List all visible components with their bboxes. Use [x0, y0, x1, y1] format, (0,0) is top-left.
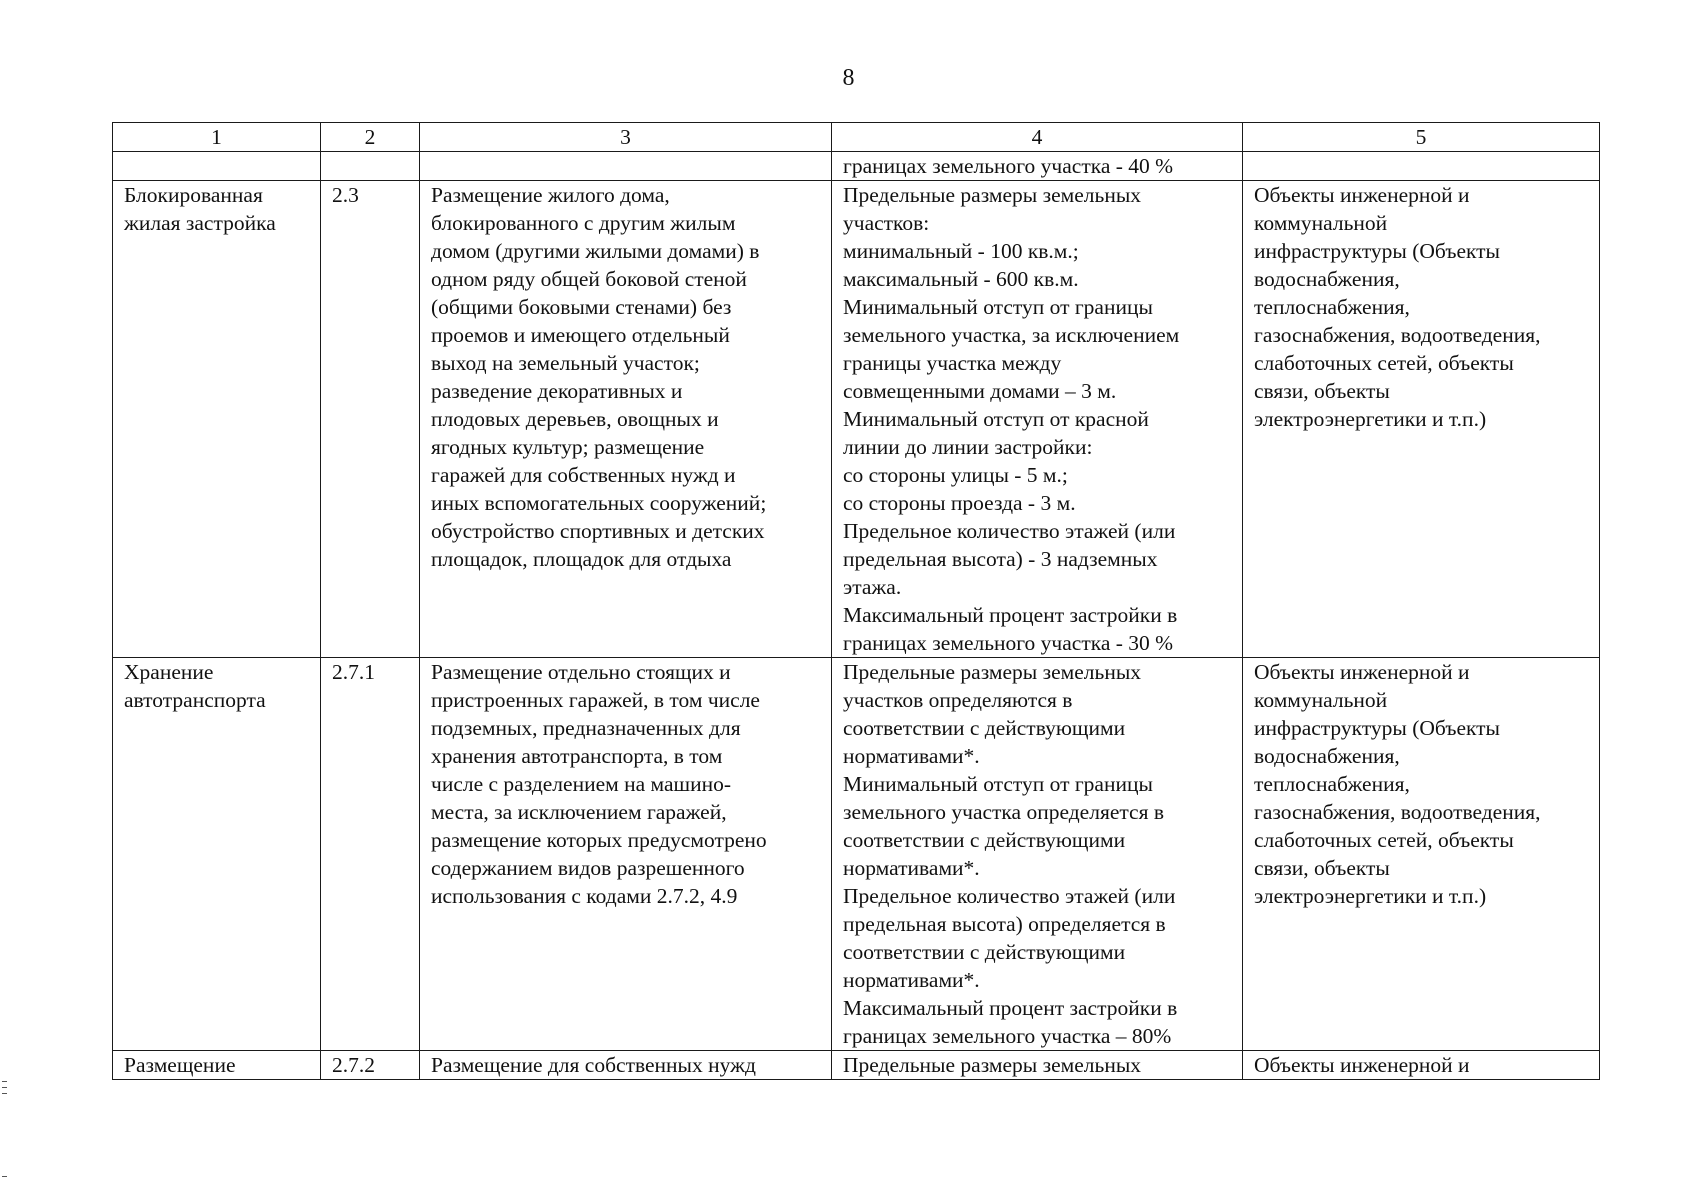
- scan-margin-mark: [2, 1093, 7, 1094]
- use-type-code: 2.7.2: [321, 1051, 420, 1080]
- scan-margin-mark: [2, 1081, 7, 1082]
- use-type-description: Размещение для собственных нужд: [420, 1051, 832, 1080]
- table-header-row: [113, 123, 1600, 152]
- column-header: 3: [420, 123, 832, 152]
- table-cell: [1243, 152, 1600, 181]
- use-type-code: 2.3: [321, 181, 420, 658]
- use-type-code: 2.7.1: [321, 658, 420, 1051]
- use-type-name: Хранение автотранспорта: [113, 658, 321, 1051]
- scan-margin-mark: [2, 1176, 7, 1177]
- table-row: [113, 152, 1600, 181]
- table-row: [113, 1051, 1600, 1080]
- land-use-table: [112, 122, 1600, 1080]
- table-row: [113, 658, 1600, 1051]
- column-header: 5: [1243, 123, 1600, 152]
- use-type-name: Размещение: [113, 1051, 321, 1080]
- use-type-auxiliary: Объекты инженерной и: [1243, 1051, 1600, 1080]
- table-cell: [321, 152, 420, 181]
- use-type-auxiliary: Объекты инженерной и коммунальной инфраструктуры (Объекты водоснабжения, теплоснабжения, газоснабжения, водоотведения, слаботочных сетей, объекты связи, объекты электроэнергетики и т.п.): [1243, 658, 1600, 1051]
- table-cell: [113, 152, 321, 181]
- use-type-auxiliary: Объекты инженерной и коммунальной инфраструктуры (Объекты водоснабжения, теплоснабжения, газоснабжения, водоотведения, слаботочных сетей, объекты связи, объекты электроэнергетики и т.п.): [1243, 181, 1600, 658]
- use-type-name: Блокированная жилая застройка: [113, 181, 321, 658]
- use-type-description: Размещение жилого дома, блокированного с другим жилым домом (другими жилыми домами) в одном ряду общей боковой стеной (общими боковыми стенами) без проемов и имеющего отдельный выход на земельный участок; разведение декоративных и плодовых деревьев, овощных и ягодных культур; размещение гаражей для собственных нужд и иных вспомогательных сооружений; обустройство спортивных и детских площадок, площадок для отдыха: [420, 181, 832, 658]
- scan-margin-mark: [2, 1087, 7, 1088]
- use-type-description: Размещение отдельно стоящих и пристроенных гаражей, в том числе подземных, предназначенных для хранения автотранспорта, в том числе с разделением на машино- места, за исключением гаражей, размещение которых предусмотрено содержанием видов разрешенного использования с кодами 2.7.2, 4.9: [420, 658, 832, 1051]
- table-cell: [420, 152, 832, 181]
- use-type-parameters: Предельные размеры земельных: [832, 1051, 1243, 1080]
- table-cell: границах земельного участка - 40 %: [832, 152, 1243, 181]
- use-type-parameters: Предельные размеры земельных участков определяются в соответствии с действующими нормативами*. Минимальный отступ от границы земельного участка определяется в соответствии с действующими нормативами*. Предельное количество этажей (или предельная высота) определяется в соответствии с действующими нормативами*. Максимальный процент застройки в границах земельного участка – 80%: [832, 658, 1243, 1051]
- column-header: 1: [113, 123, 321, 152]
- use-type-parameters: Предельные размеры земельных участков: минимальный - 100 кв.м.; максимальный - 600 кв.м. Минимальный отступ от границы земельного участка, за исключением границы участка между совмещенными домами – 3 м. Минимальный отступ от красной линии до линии застройки: со стороны улицы - 5 м.; со стороны проезда - 3 м. Предельное количество этажей (или предельная высота) - 3 надземных этажа. Максимальный процент застройки в границах земельного участка - 30 %: [832, 181, 1243, 658]
- table-row: [113, 181, 1600, 658]
- page-number: 8: [842, 65, 855, 91]
- column-header: 2: [321, 123, 420, 152]
- column-header: 4: [832, 123, 1243, 152]
